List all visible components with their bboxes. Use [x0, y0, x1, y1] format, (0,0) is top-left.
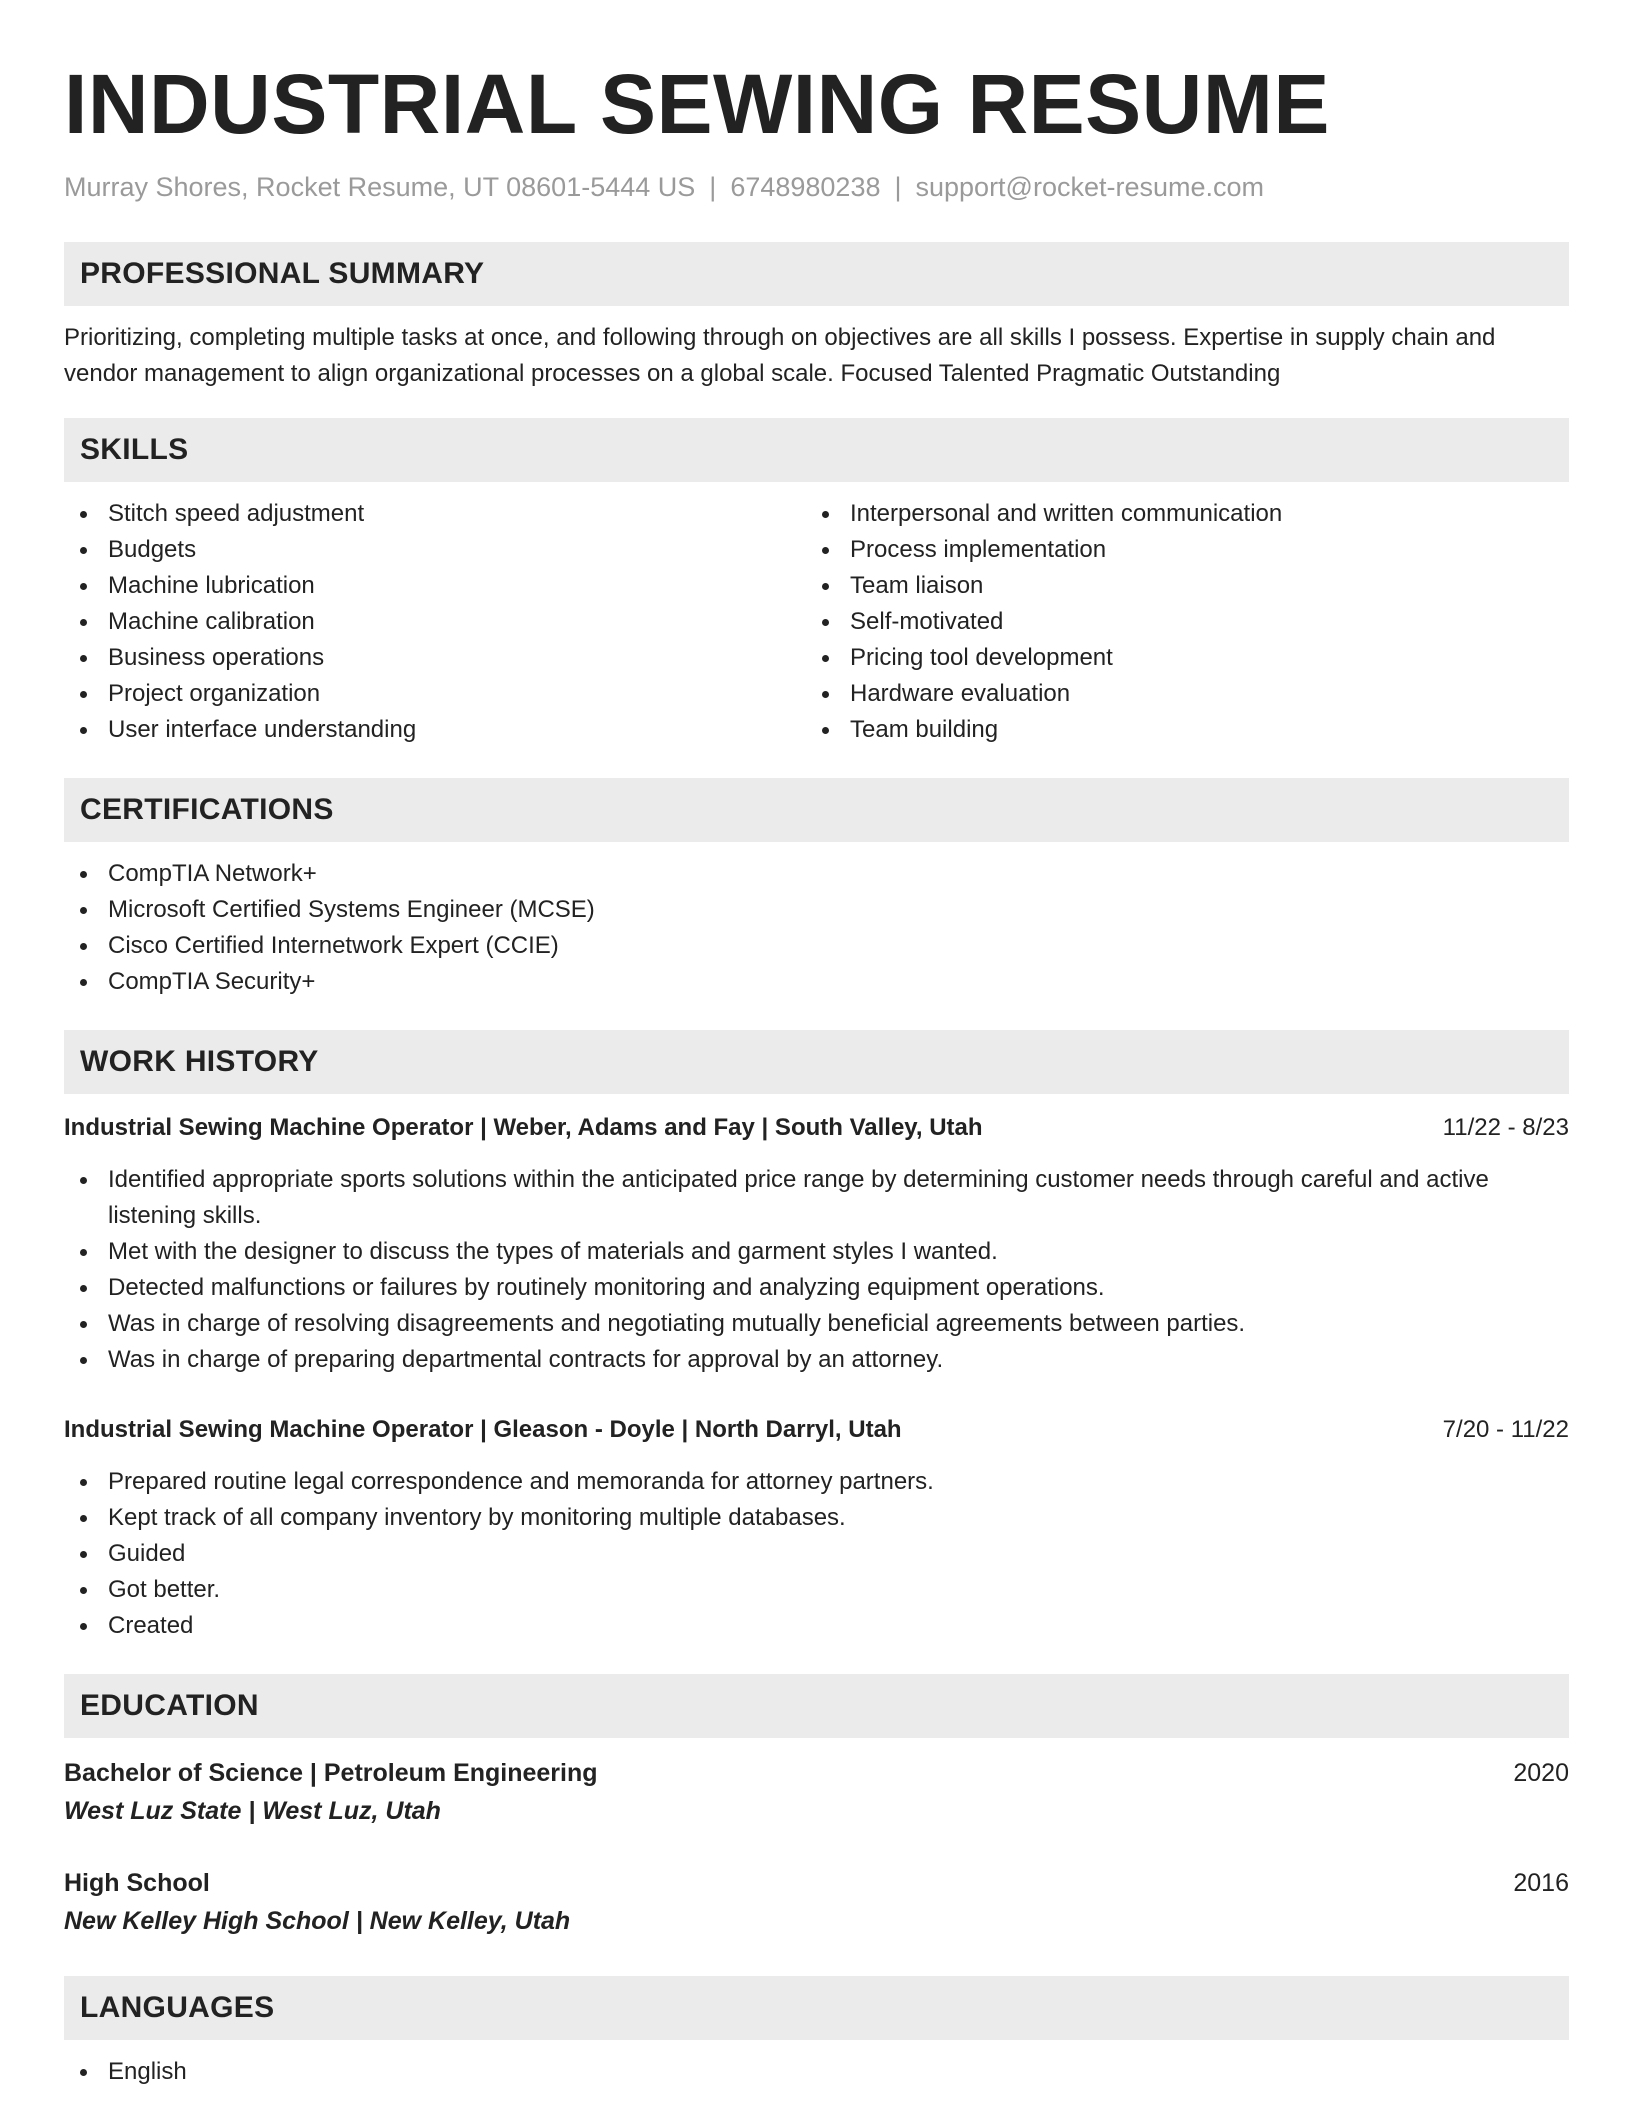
section-heading-work-history: WORK HISTORY	[64, 1030, 1569, 1094]
skill-item: Machine calibration	[64, 604, 806, 640]
skill-item: Budgets	[64, 532, 806, 568]
job-bullet: Was in charge of preparing departmental contracts for approval by an attorney.	[64, 1342, 1569, 1378]
skill-item: Self-motivated	[806, 604, 1548, 640]
resume-title: INDUSTRIAL SEWING RESUME	[64, 57, 1330, 151]
education-header	[64, 1754, 1569, 1792]
section-heading-certifications: CERTIFICATIONS	[64, 778, 1569, 842]
education-degree: Bachelor of Science | Petroleum Engineering	[64, 1759, 598, 1787]
skills-list-right	[806, 496, 1548, 748]
skill-item: User interface understanding	[64, 712, 806, 748]
skill-item: Team building	[806, 712, 1548, 748]
certification-item: Cisco Certified Internetwork Expert (CCIE)	[64, 928, 1569, 964]
skill-item: Process implementation	[806, 532, 1548, 568]
skill-item: Team liaison	[806, 568, 1548, 604]
education-school: West Luz State | West Luz, Utah	[64, 1797, 441, 1825]
contact-separator: |	[894, 172, 902, 202]
job-entry	[64, 1110, 1569, 1378]
job-bullet: Was in charge of resolving disagreements and negotiating mutually beneficial agreements between parties.	[64, 1306, 1569, 1342]
skill-item: Hardware evaluation	[806, 676, 1548, 712]
resume-page	[64, 0, 1569, 2090]
certification-item: CompTIA Network+	[64, 856, 1569, 892]
job-dates: 7/20 - 11/22	[1442, 1416, 1569, 1443]
education-school: New Kelley High School | New Kelley, Utah	[64, 1907, 571, 1935]
summary-text: Prioritizing, completing multiple tasks at once, and following through on objectives are all skills I possess. Expertise in supply chain and vendor management to align organizational processes on a global scale. Focused Talented Pragmatic Outstanding	[64, 324, 1496, 387]
education-entry	[64, 1864, 1569, 1940]
skills-grid	[64, 496, 1569, 748]
certification-item: CompTIA Security+	[64, 964, 1569, 1000]
education-header	[64, 1864, 1569, 1902]
job-bullet: Guided	[64, 1536, 1569, 1572]
education-entry	[64, 1754, 1569, 1830]
education-degree: High School	[64, 1869, 210, 1897]
section-heading-languages: LANGUAGES	[64, 1976, 1569, 2040]
section-heading-skills: SKILLS	[64, 418, 1569, 482]
skill-item: Project organization	[64, 676, 806, 712]
job-title: Industrial Sewing Machine Operator | Weber, Adams and Fay | South Valley, Utah	[64, 1114, 983, 1141]
section-heading-summary: PROFESSIONAL SUMMARY	[64, 242, 1569, 306]
languages-list	[64, 2054, 1569, 2090]
job-header	[64, 1412, 1569, 1448]
education-year: 2020	[1513, 1759, 1569, 1787]
job-header	[64, 1110, 1569, 1146]
education-year: 2016	[1513, 1869, 1569, 1897]
job-bullets	[64, 1162, 1569, 1378]
job-bullet: Met with the designer to discuss the types of materials and garment styles I wanted.	[64, 1234, 1569, 1270]
skill-item: Pricing tool development	[806, 640, 1548, 676]
certification-item: Microsoft Certified Systems Engineer (MCSE)	[64, 892, 1569, 928]
job-bullet: Kept track of all company inventory by monitoring multiple databases.	[64, 1500, 1569, 1536]
skill-item: Business operations	[64, 640, 806, 676]
skill-item: Interpersonal and written communication	[806, 496, 1548, 532]
skills-list-left	[64, 496, 806, 748]
job-bullet: Got better.	[64, 1572, 1569, 1608]
language-item: English	[64, 2054, 1569, 2090]
job-bullet: Created	[64, 1608, 1569, 1644]
job-entry	[64, 1412, 1569, 1644]
skill-item: Machine lubrication	[64, 568, 806, 604]
job-bullet: Detected malfunctions or failures by routinely monitoring and analyzing equipment operations.	[64, 1270, 1569, 1306]
job-title: Industrial Sewing Machine Operator | Gleason - Doyle | North Darryl, Utah	[64, 1416, 902, 1443]
certifications-list	[64, 856, 1569, 1000]
job-bullet: Identified appropriate sports solutions within the anticipated price range by determining customer needs through careful and active listening skills.	[64, 1162, 1569, 1234]
contact-phone: 6748980238	[730, 172, 881, 202]
contact-address: Murray Shores, Rocket Resume, UT 08601-5444 US	[64, 172, 696, 202]
skill-item: Stitch speed adjustment	[64, 496, 806, 532]
contact-separator: |	[709, 172, 717, 202]
job-dates: 11/22 - 8/23	[1442, 1114, 1569, 1141]
contact-line	[64, 170, 1569, 204]
job-bullet: Prepared routine legal correspondence and memoranda for attorney partners.	[64, 1464, 1569, 1500]
section-heading-education: EDUCATION	[64, 1674, 1569, 1738]
contact-email: support@rocket-resume.com	[915, 172, 1265, 202]
job-bullets	[64, 1464, 1569, 1644]
